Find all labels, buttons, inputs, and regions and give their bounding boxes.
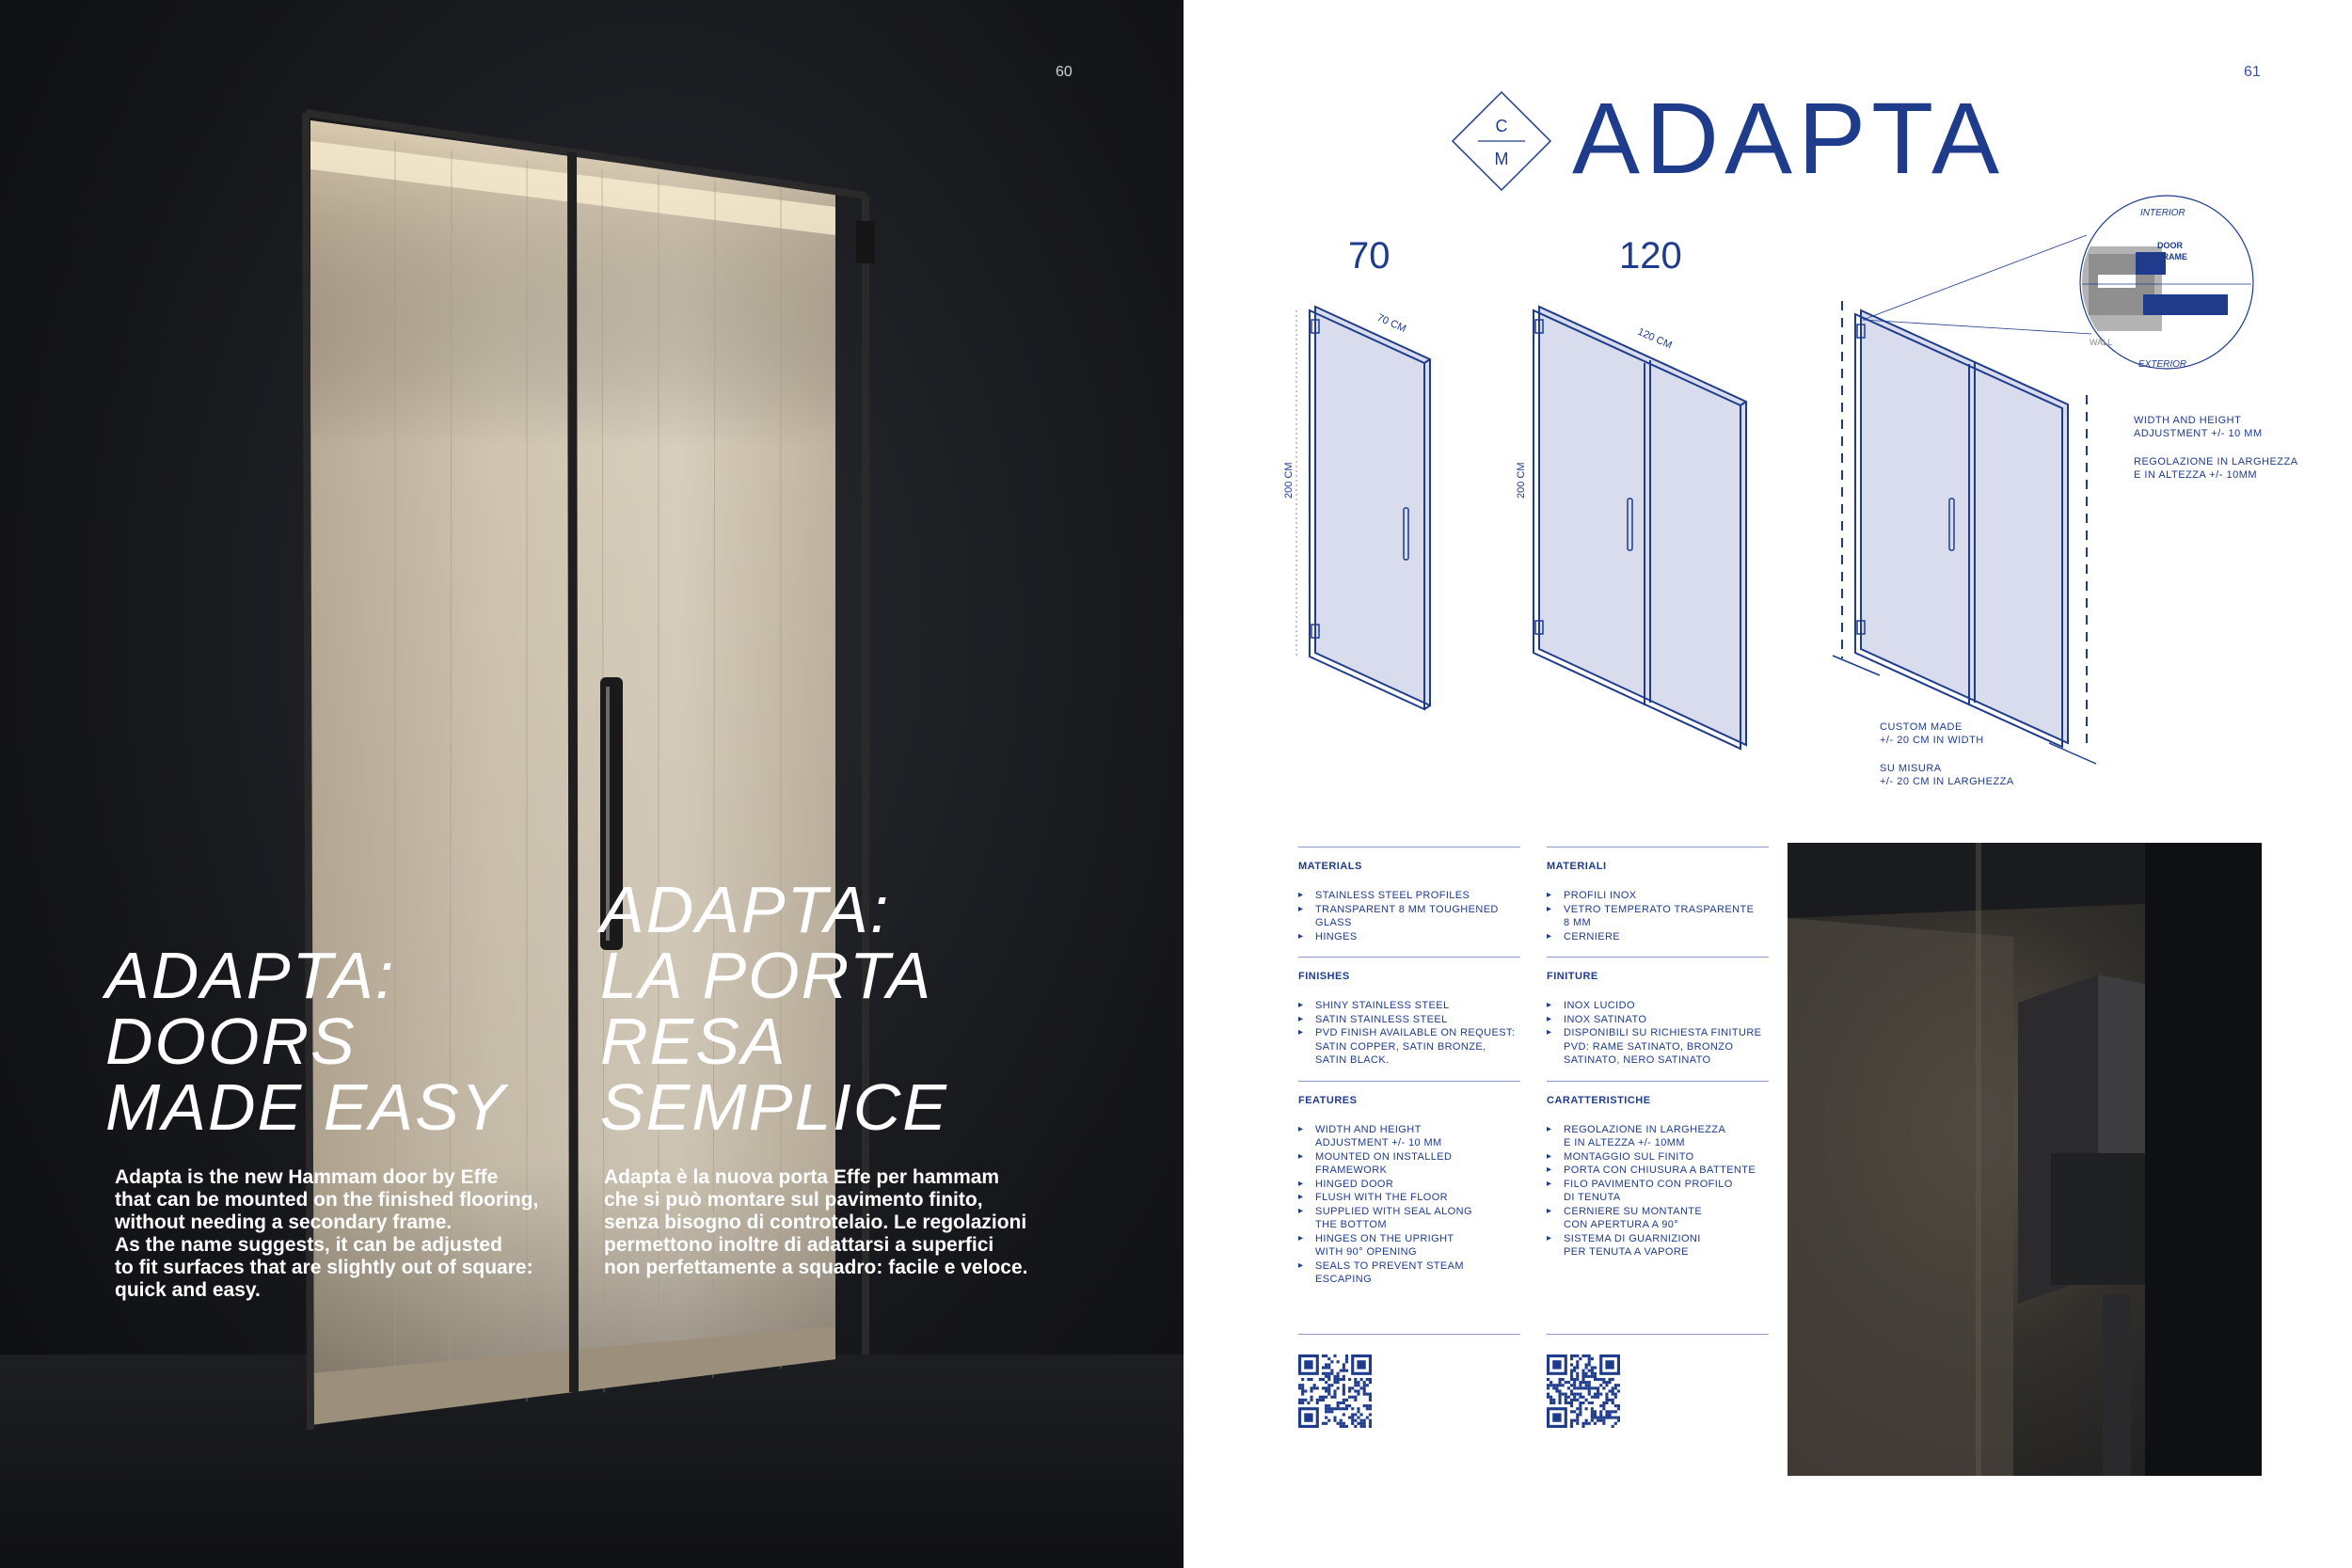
spec-heading: MATERIALS bbox=[1298, 861, 1362, 872]
right-page bbox=[1184, 0, 2352, 1568]
qr-code-english[interactable] bbox=[1298, 1354, 1372, 1428]
spec-item bbox=[1547, 1205, 1769, 1232]
intro-line: that can be mounted on the finished flooring, bbox=[115, 1189, 539, 1211]
spec-divider bbox=[1547, 1334, 1769, 1335]
callout-wall: WALL bbox=[2090, 338, 2113, 347]
spec-item-line: 8 MM bbox=[1564, 917, 1592, 928]
headline-line: SEMPLICE bbox=[600, 1070, 948, 1144]
spec-item-line: CON APERTURA A 90° bbox=[1564, 1219, 1679, 1230]
spec-item-line: ▸ SHINY STAINLESS STEEL bbox=[1315, 1000, 1450, 1011]
spec-item-line: ▸ MONTAGGIO SUL FINITO bbox=[1564, 1150, 1694, 1163]
headline-line: LA PORTA bbox=[600, 939, 933, 1012]
note-line: +/- 20 CM IN LARGHEZZA bbox=[1880, 776, 2014, 787]
custom-note-en bbox=[1880, 721, 1984, 747]
spec-section bbox=[1298, 957, 1520, 1068]
note-line: E IN ALTEZZA +/- 10MM bbox=[2134, 469, 2258, 481]
headline-line: DOORS bbox=[105, 1005, 357, 1078]
spec-column-english bbox=[1298, 847, 1520, 1300]
spec-item-line: DI TENUTA bbox=[1564, 1192, 1621, 1203]
callout-interior: INTERIOR bbox=[2140, 208, 2185, 218]
spec-section bbox=[1298, 1081, 1520, 1287]
spec-item bbox=[1298, 930, 1520, 944]
spec-item bbox=[1547, 1026, 1769, 1068]
intro-line: non perfettamente a squadro: facile e veloce. bbox=[604, 1257, 1028, 1278]
spec-item-line: ▸ VETRO TEMPERATO TRASPARENTE bbox=[1564, 903, 1755, 915]
headline-english bbox=[105, 939, 507, 1144]
spec-item-line: ▸ SUPPLIED WITH SEAL ALONG bbox=[1315, 1205, 1472, 1217]
spec-item-line: SATIN BLACK. bbox=[1315, 1054, 1390, 1066]
spec-heading: CARATTERISTICHE bbox=[1547, 1094, 1651, 1106]
intro-english bbox=[115, 1166, 538, 1302]
callout-door: DOOR bbox=[2157, 241, 2183, 250]
spec-item-line: ▸ SEALS TO PREVENT STEAM bbox=[1315, 1259, 1464, 1272]
spec-list bbox=[1547, 999, 1769, 1068]
spec-item-line: ▸ INOX LUCIDO bbox=[1564, 1000, 1635, 1011]
logo-letter-bottom: M bbox=[1494, 150, 1509, 168]
spec-item-line: ▸ REGOLAZIONE IN LARGHEZZA bbox=[1564, 1123, 1726, 1135]
spec-heading: FINISHES bbox=[1298, 971, 1350, 982]
spec-item bbox=[1298, 1013, 1520, 1027]
intro-line: to fit surfaces that are slightly out of square: bbox=[115, 1257, 533, 1278]
spec-item-line: GLASS bbox=[1315, 917, 1352, 928]
size-label-120: 120 bbox=[1619, 235, 1682, 277]
note-line: REGOLAZIONE IN LARGHEZZA bbox=[2134, 456, 2298, 467]
spec-item bbox=[1298, 1178, 1520, 1192]
spec-item bbox=[1547, 1123, 1769, 1150]
spec-item bbox=[1298, 1232, 1520, 1259]
logo-letter-top: C bbox=[1495, 117, 1508, 135]
intro-line: che si può montare sul pavimento finito, bbox=[604, 1189, 983, 1211]
custom-note-it bbox=[1880, 762, 2014, 788]
intro-line: senza bisogno di controtelaio. Le regolazioni bbox=[604, 1212, 1027, 1233]
spec-item bbox=[1298, 1150, 1520, 1178]
spec-item bbox=[1547, 930, 1769, 944]
spec-item bbox=[1298, 889, 1520, 903]
spec-item-line: WITH 90° OPENING bbox=[1315, 1246, 1417, 1258]
intro-line: Adapta è la nuova porta Effe per hammam bbox=[604, 1166, 1000, 1188]
headline-line: ADAPTA: bbox=[105, 939, 396, 1012]
spec-item-line: PVD: RAME SATINATO, BRONZO bbox=[1564, 1040, 1734, 1053]
spec-list bbox=[1298, 1123, 1520, 1287]
spec-item bbox=[1547, 1178, 1769, 1205]
adjustment-note-en bbox=[2134, 414, 2263, 440]
note-line: +/- 20 CM IN WIDTH bbox=[1880, 735, 1984, 746]
hinge-detail-photo bbox=[1788, 843, 2262, 1476]
dim-height-120: 200 CM bbox=[1516, 462, 1527, 499]
spec-item-line: ▸ PROFILI INOX bbox=[1564, 890, 1637, 901]
spec-item bbox=[1547, 1150, 1769, 1164]
spec-item bbox=[1298, 1259, 1520, 1287]
spec-item-line: ▸ DISPONIBILI SU RICHIESTA FINITURE bbox=[1564, 1027, 1762, 1038]
callout-frame: FRAME bbox=[2157, 252, 2187, 261]
intro-line: As the name suggests, it can be adjusted bbox=[115, 1234, 502, 1256]
headline-italian bbox=[600, 873, 948, 1144]
spec-item-line: SATIN COPPER, SATIN BRONZE, bbox=[1315, 1040, 1486, 1053]
headline-line: MADE EASY bbox=[105, 1070, 507, 1144]
spec-heading: FEATURES bbox=[1298, 1094, 1358, 1106]
spec-item-line: ▸ HINGED DOOR bbox=[1315, 1178, 1394, 1190]
spec-item-line: THE BOTTOM bbox=[1315, 1219, 1387, 1230]
spec-list bbox=[1547, 1123, 1769, 1259]
intro-line: without needing a secondary frame. bbox=[115, 1212, 453, 1233]
spec-item-line: ▸ CERNIERE bbox=[1564, 930, 1621, 942]
spec-item-line: ▸ FILO PAVIMENTO CON PROFILO bbox=[1564, 1178, 1733, 1190]
spec-item-line: FRAMEWORK bbox=[1315, 1164, 1388, 1176]
intro-italian bbox=[604, 1166, 1027, 1279]
spec-item-line: ▸ PORTA CON CHIUSURA A BATTENTE bbox=[1564, 1164, 1756, 1176]
note-line: CUSTOM MADE bbox=[1880, 721, 1963, 733]
dim-width-120: 120 CM bbox=[1635, 325, 1674, 352]
spec-item-line: ▸ MOUNTED ON INSTALLED bbox=[1315, 1150, 1453, 1163]
product-title: ADAPTA bbox=[1572, 81, 2006, 195]
spec-item-line: ▸ INOX SATINATO bbox=[1564, 1013, 1647, 1025]
spec-section bbox=[1298, 847, 1520, 943]
spec-column-italian bbox=[1547, 847, 1769, 1273]
adjustment-note-it bbox=[2134, 455, 2298, 482]
spec-item-line: ADJUSTMENT +/- 10 MM bbox=[1315, 1137, 1442, 1148]
dim-width-70: 70 CM bbox=[1375, 311, 1408, 335]
spec-section bbox=[1547, 957, 1769, 1068]
spec-item bbox=[1298, 999, 1520, 1013]
spec-heading: FINITURE bbox=[1547, 971, 1598, 982]
page-number-left: 60 bbox=[1056, 64, 1073, 80]
spec-item-line: SATINATO, NERO SATINATO bbox=[1564, 1054, 1711, 1066]
spec-item bbox=[1298, 1191, 1520, 1205]
intro-line: permettono inoltre di adattarsi a superfici bbox=[604, 1234, 994, 1256]
spec-section bbox=[1547, 847, 1769, 943]
spec-list bbox=[1547, 889, 1769, 943]
spec-divider bbox=[1298, 1334, 1520, 1335]
spec-item bbox=[1298, 1123, 1520, 1150]
headline-line: ADAPTA: bbox=[600, 873, 891, 946]
spec-item bbox=[1298, 903, 1520, 930]
spec-item-line: PER TENUTA A VAPORE bbox=[1564, 1246, 1689, 1258]
intro-line: Adapta is the new Hammam door by Effe bbox=[115, 1166, 499, 1188]
spec-item bbox=[1547, 1013, 1769, 1027]
spec-item bbox=[1547, 903, 1769, 930]
spec-item bbox=[1547, 999, 1769, 1013]
spec-item-line: ▸ PVD FINISH AVAILABLE ON REQUEST: bbox=[1315, 1027, 1516, 1038]
spec-section bbox=[1547, 1081, 1769, 1259]
intro-line: quick and easy. bbox=[115, 1279, 261, 1301]
spec-list bbox=[1298, 889, 1520, 943]
spec-item bbox=[1547, 1232, 1769, 1259]
spec-item-line: ▸ HINGES bbox=[1315, 930, 1358, 942]
qr-code-italian[interactable] bbox=[1547, 1354, 1620, 1428]
spec-item-line: ▸ HINGES ON THE UPRIGHT bbox=[1315, 1232, 1454, 1244]
spec-item bbox=[1547, 1164, 1769, 1178]
spec-item-line: ▸ TRANSPARENT 8 MM TOUGHENED bbox=[1315, 903, 1499, 915]
spec-item bbox=[1547, 889, 1769, 903]
spec-item-line: ▸ STAINLESS STEEL PROFILES bbox=[1315, 890, 1470, 901]
page-number-right: 61 bbox=[2244, 64, 2261, 80]
spec-heading: MATERIALI bbox=[1547, 861, 1607, 872]
spec-item-line: E IN ALTEZZA +/- 10MM bbox=[1564, 1137, 1685, 1148]
dim-height-70: 200 CM bbox=[1283, 462, 1295, 499]
spec-item-line: ▸ SISTEMA DI GUARNIZIONI bbox=[1564, 1232, 1701, 1244]
spec-item bbox=[1298, 1026, 1520, 1068]
spec-item-line: ▸ SATIN STAINLESS STEEL bbox=[1315, 1013, 1448, 1025]
spec-item-line: ▸ WIDTH AND HEIGHT bbox=[1315, 1123, 1422, 1135]
note-line: WIDTH AND HEIGHT bbox=[2134, 415, 2242, 426]
note-line: SU MISURA bbox=[1880, 763, 1942, 774]
spec-item-line: ▸ FLUSH WITH THE FLOOR bbox=[1315, 1192, 1449, 1203]
spec-item bbox=[1298, 1205, 1520, 1232]
callout-exterior: EXTERIOR bbox=[2138, 359, 2187, 370]
size-label-70: 70 bbox=[1348, 235, 1391, 277]
headline-line: RESA bbox=[600, 1005, 787, 1078]
spec-item-line: ESCAPING bbox=[1315, 1274, 1373, 1285]
spec-list bbox=[1298, 999, 1520, 1068]
spec-item-line: ▸ CERNIERE SU MONTANTE bbox=[1564, 1205, 1703, 1217]
note-line: ADJUSTMENT +/- 10 MM bbox=[2134, 428, 2263, 439]
